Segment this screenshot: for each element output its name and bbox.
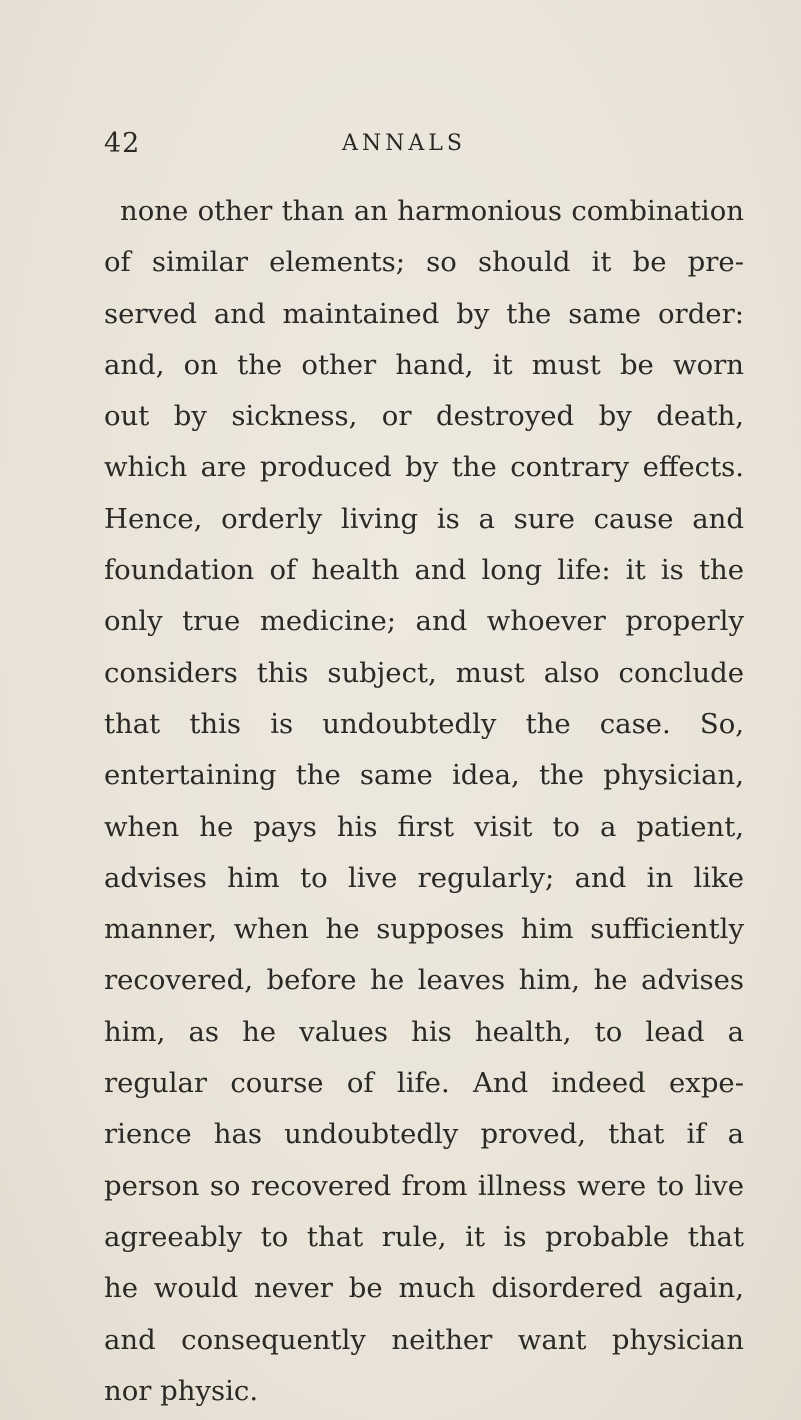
text-line: he would never be much disordered again, [104, 1272, 744, 1305]
text-line: only true medicine; and whoever properly [104, 605, 744, 638]
text-line: which are produced by the contrary effects. [104, 451, 744, 484]
text-line: nor physic. [104, 1374, 259, 1407]
text-line: considers this subject, must also conclude [104, 656, 744, 689]
text-line: out by sickness, or destroyed by death, [104, 400, 744, 433]
text-line: rience has undoubtedly proved, that if a [104, 1118, 744, 1151]
text-line: none other than an harmonious combination [120, 195, 744, 227]
page-header [104, 128, 704, 162]
page-number: 42 [104, 128, 141, 159]
text-line: and, on the other hand, it must be worn [104, 348, 744, 381]
text-line: agreeably to that rule, it is probable that [104, 1220, 744, 1253]
text-line: Hence, orderly living is a sure cause and [104, 502, 744, 535]
text-line: when he pays his first visit to a patient, [104, 810, 744, 843]
text-line: recovered, before he leaves him, he advises [104, 964, 744, 997]
text-line: entertaining the same idea, the physician, [104, 759, 744, 792]
text-line: regular course of life. And indeed expe- [104, 1067, 744, 1100]
running-head: ANNALS [342, 131, 466, 156]
text-line: foundation of health and long life: it is the [104, 554, 744, 587]
text-line: of similar elements; so should it be pre- [104, 246, 744, 279]
text-line: manner, when he supposes him sufficiently [104, 913, 744, 946]
text-line: him, as he values his health, to lead a [104, 1015, 744, 1048]
body-paragraph [104, 186, 744, 1417]
text-line: advises him to live regularly; and in like [104, 861, 744, 894]
text-line: and consequently neither want physician [104, 1323, 744, 1356]
text-line: that this is undoubtedly the case. So, [104, 707, 744, 740]
text-line: person so recovered from illness were to live [104, 1169, 744, 1202]
text-line: served and maintained by the same order: [104, 297, 744, 330]
